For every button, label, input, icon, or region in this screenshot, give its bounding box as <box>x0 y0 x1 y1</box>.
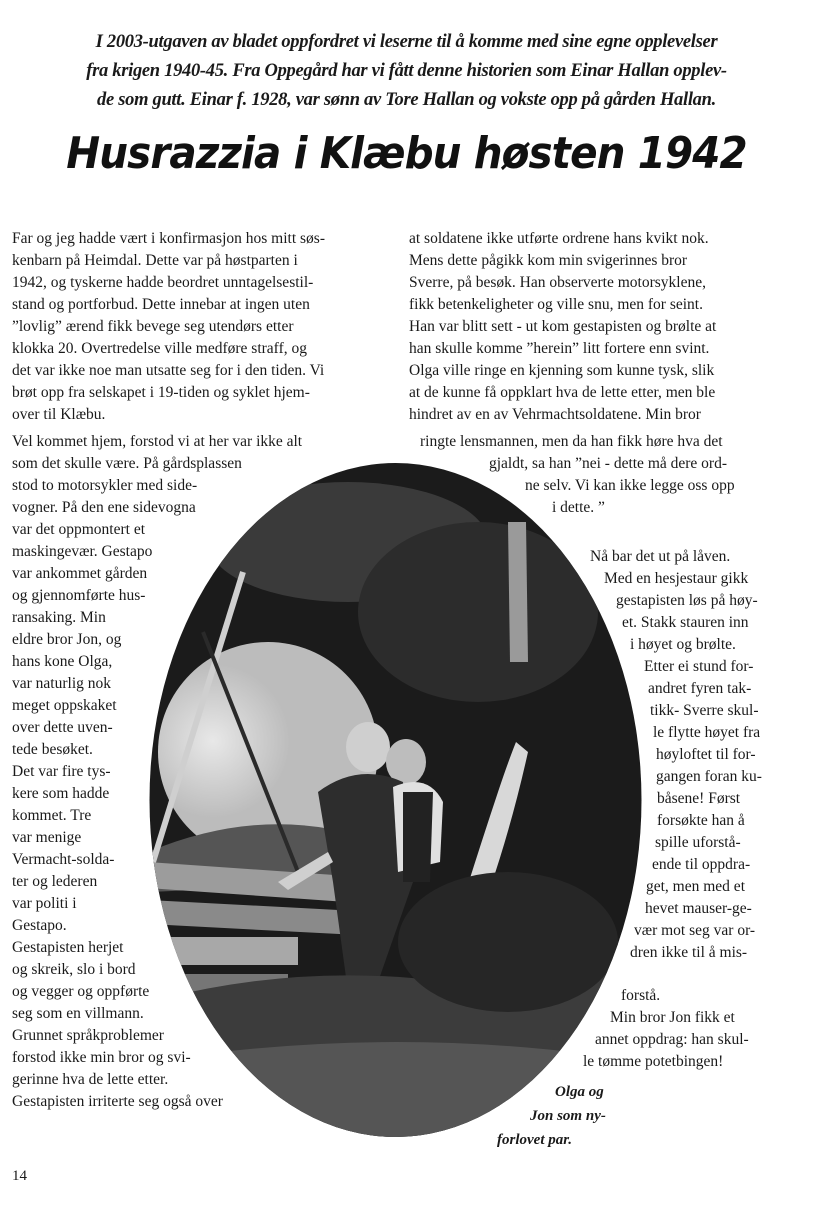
text-line: et. Stakk stauren inn <box>622 614 749 631</box>
text-line: stand og portforbud. Dette innebar at ingen uten <box>12 296 310 313</box>
text-line: gangen foran ku- <box>656 768 762 785</box>
page-number: 14 <box>12 1168 27 1184</box>
text-line: over dette uven- <box>12 719 113 736</box>
text-line: Nå bar det ut på låven. <box>590 548 731 565</box>
text-line: andret fyren tak- <box>648 680 752 697</box>
text-line: Han var blitt sett - ut kom gestapisten og brølte at <box>409 318 717 335</box>
text-line: tikk- Sverre skul- <box>650 702 759 719</box>
text-line: kommet. Tre <box>12 807 92 824</box>
text-line: meget oppskaket <box>12 697 117 714</box>
text-line: annet oppdrag: han skul- <box>595 1031 749 1048</box>
text-line: tede besøket. <box>12 741 93 758</box>
text-line: forstod ikke min bror og svi- <box>12 1049 191 1066</box>
text-line: Sverre, på besøk. Han observerte motorsyklene, <box>409 274 706 291</box>
text-line: Grunnet språkproblemer <box>12 1027 164 1044</box>
text-line: og skreik, slo i bord <box>12 961 136 978</box>
text-line: fikk betenkeligheter og ville snu, men for seint. <box>409 296 703 313</box>
text-line: Min bror Jon fikk et <box>610 1009 735 1026</box>
text-line: Det var fire tys- <box>12 763 111 780</box>
text-line: stod to motorsykler med side- <box>12 477 198 494</box>
text-line: ringte lensmannen, men da han fikk høre hva det <box>420 433 723 450</box>
text-line: og gjennomførte hus- <box>12 587 146 604</box>
text-line: vær mot seg var or- <box>634 922 756 939</box>
text-line: eldre bror Jon, og <box>12 631 122 648</box>
intro-line: de som gutt. Einar f. 1928, var sønn av Tore Hallan og vokste opp på gården Hallan. <box>97 90 716 110</box>
text-line: kenbarn på Heimdal. Dette var på høstparten i <box>12 252 298 269</box>
text-line: Olga ville ringe en kjenning som kunne tysk, slik <box>409 362 715 379</box>
text-line: klokka 20. Overtredelse ville medføre straff, og <box>12 340 307 357</box>
text-line: gestapisten løs på høy- <box>616 592 758 609</box>
text-line: forstå. <box>621 987 661 1004</box>
text-line: 1942, og tyskerne hadde beordret unntagelsestil- <box>12 274 314 291</box>
text-line: var politi i <box>12 895 77 912</box>
text-line: forsøkte han å <box>657 812 745 829</box>
text-line: var menige <box>12 829 82 846</box>
text-line: at soldatene ikke utførte ordrene hans kvikt nok. <box>409 230 709 247</box>
text-line: i dette. ” <box>552 499 605 516</box>
text-line: le flytte høyet fra <box>653 724 761 741</box>
article-title: Husrazzia i Klæbu høsten 1942 <box>66 128 747 179</box>
text-line: Vermacht-solda- <box>12 851 115 868</box>
photo-couple <box>148 462 643 1138</box>
text-line: ne selv. Vi kan ikke legge oss opp <box>525 477 735 494</box>
text-line: i høyet og brølte. <box>630 636 736 653</box>
text-line: gjaldt, sa han ”nei - dette må dere ord- <box>489 455 727 472</box>
caption-line: forlovet par. <box>497 1132 572 1148</box>
text-line: ”lovlig” ærend fikk bevege seg utendørs etter <box>12 318 294 335</box>
text-line: båsene! Først <box>657 790 741 807</box>
text-line: over til Klæbu. <box>12 406 106 423</box>
text-line: var ankommet gården <box>12 565 148 582</box>
text-line: høyloftet til for- <box>656 746 756 763</box>
text-line: var naturlig nok <box>12 675 112 692</box>
text-line: brøt opp fra selskapet i 19-tiden og syklet hjem- <box>12 384 310 401</box>
text-line: seg som en villmann. <box>12 1005 144 1022</box>
text-line: Gestapo. <box>12 917 67 934</box>
text-line: hans kone Olga, <box>12 653 113 670</box>
text-line: han skulle komme ”herein” litt fortere enn svint. <box>409 340 710 357</box>
text-line: hindret av en av Vehrmachtsoldatene. Min bror <box>409 406 701 423</box>
intro-line: I 2003-utgaven av bladet oppfordret vi leserne til å komme med sine egne opplevelser <box>95 32 718 52</box>
text-line: Gestapisten herjet <box>12 939 124 956</box>
text-line: at de kunne få oppklart hva de lette etter, men ble <box>409 384 716 401</box>
text-line: Mens dette pågikk kom min svigerinnes bror <box>409 252 688 269</box>
text-line: Med en hesjestaur gikk <box>604 570 749 587</box>
text-line: hevet mauser-ge- <box>645 900 752 917</box>
text-line: spille uforstå- <box>655 834 741 851</box>
caption-line: Jon som ny- <box>530 1108 606 1124</box>
text-line: Etter ei stund for- <box>644 658 754 675</box>
text-line: ransaking. Min <box>12 609 106 626</box>
text-line: vogner. På den ene sidevogna <box>12 499 196 516</box>
text-line: Far og jeg hadde vært i konfirmasjon hos mitt søs- <box>12 230 325 247</box>
text-line: det var ikke noe man utsatte seg for i den tiden. Vi <box>12 362 325 379</box>
text-line: maskingevær. Gestapo <box>12 543 153 560</box>
text-line: le tømme potetbingen! <box>583 1053 724 1070</box>
text-line: dren ikke til å mis- <box>630 944 748 961</box>
text-line: gerinne hva de lette etter. <box>12 1071 169 1088</box>
text-line: og vegger og oppførte <box>12 983 150 1000</box>
text-line: get, men med et <box>646 878 745 895</box>
text-line: ter og lederen <box>12 873 98 890</box>
intro-line: fra krigen 1940-45. Fra Oppegård har vi fått denne historien som Einar Hallan opplev- <box>86 61 727 81</box>
text-line: var det oppmontert et <box>12 521 145 538</box>
text-line: som det skulle være. På gårdsplassen <box>12 455 242 472</box>
caption-line: Olga og <box>555 1084 604 1100</box>
text-line: ende til oppdra- <box>652 856 751 873</box>
text-line: Gestapisten irriterte seg også over <box>12 1093 223 1110</box>
text-line: Vel kommet hjem, forstod vi at her var ikke alt <box>12 433 303 450</box>
intro-text <box>0 28 813 115</box>
text-line: kere som hadde <box>12 785 110 802</box>
